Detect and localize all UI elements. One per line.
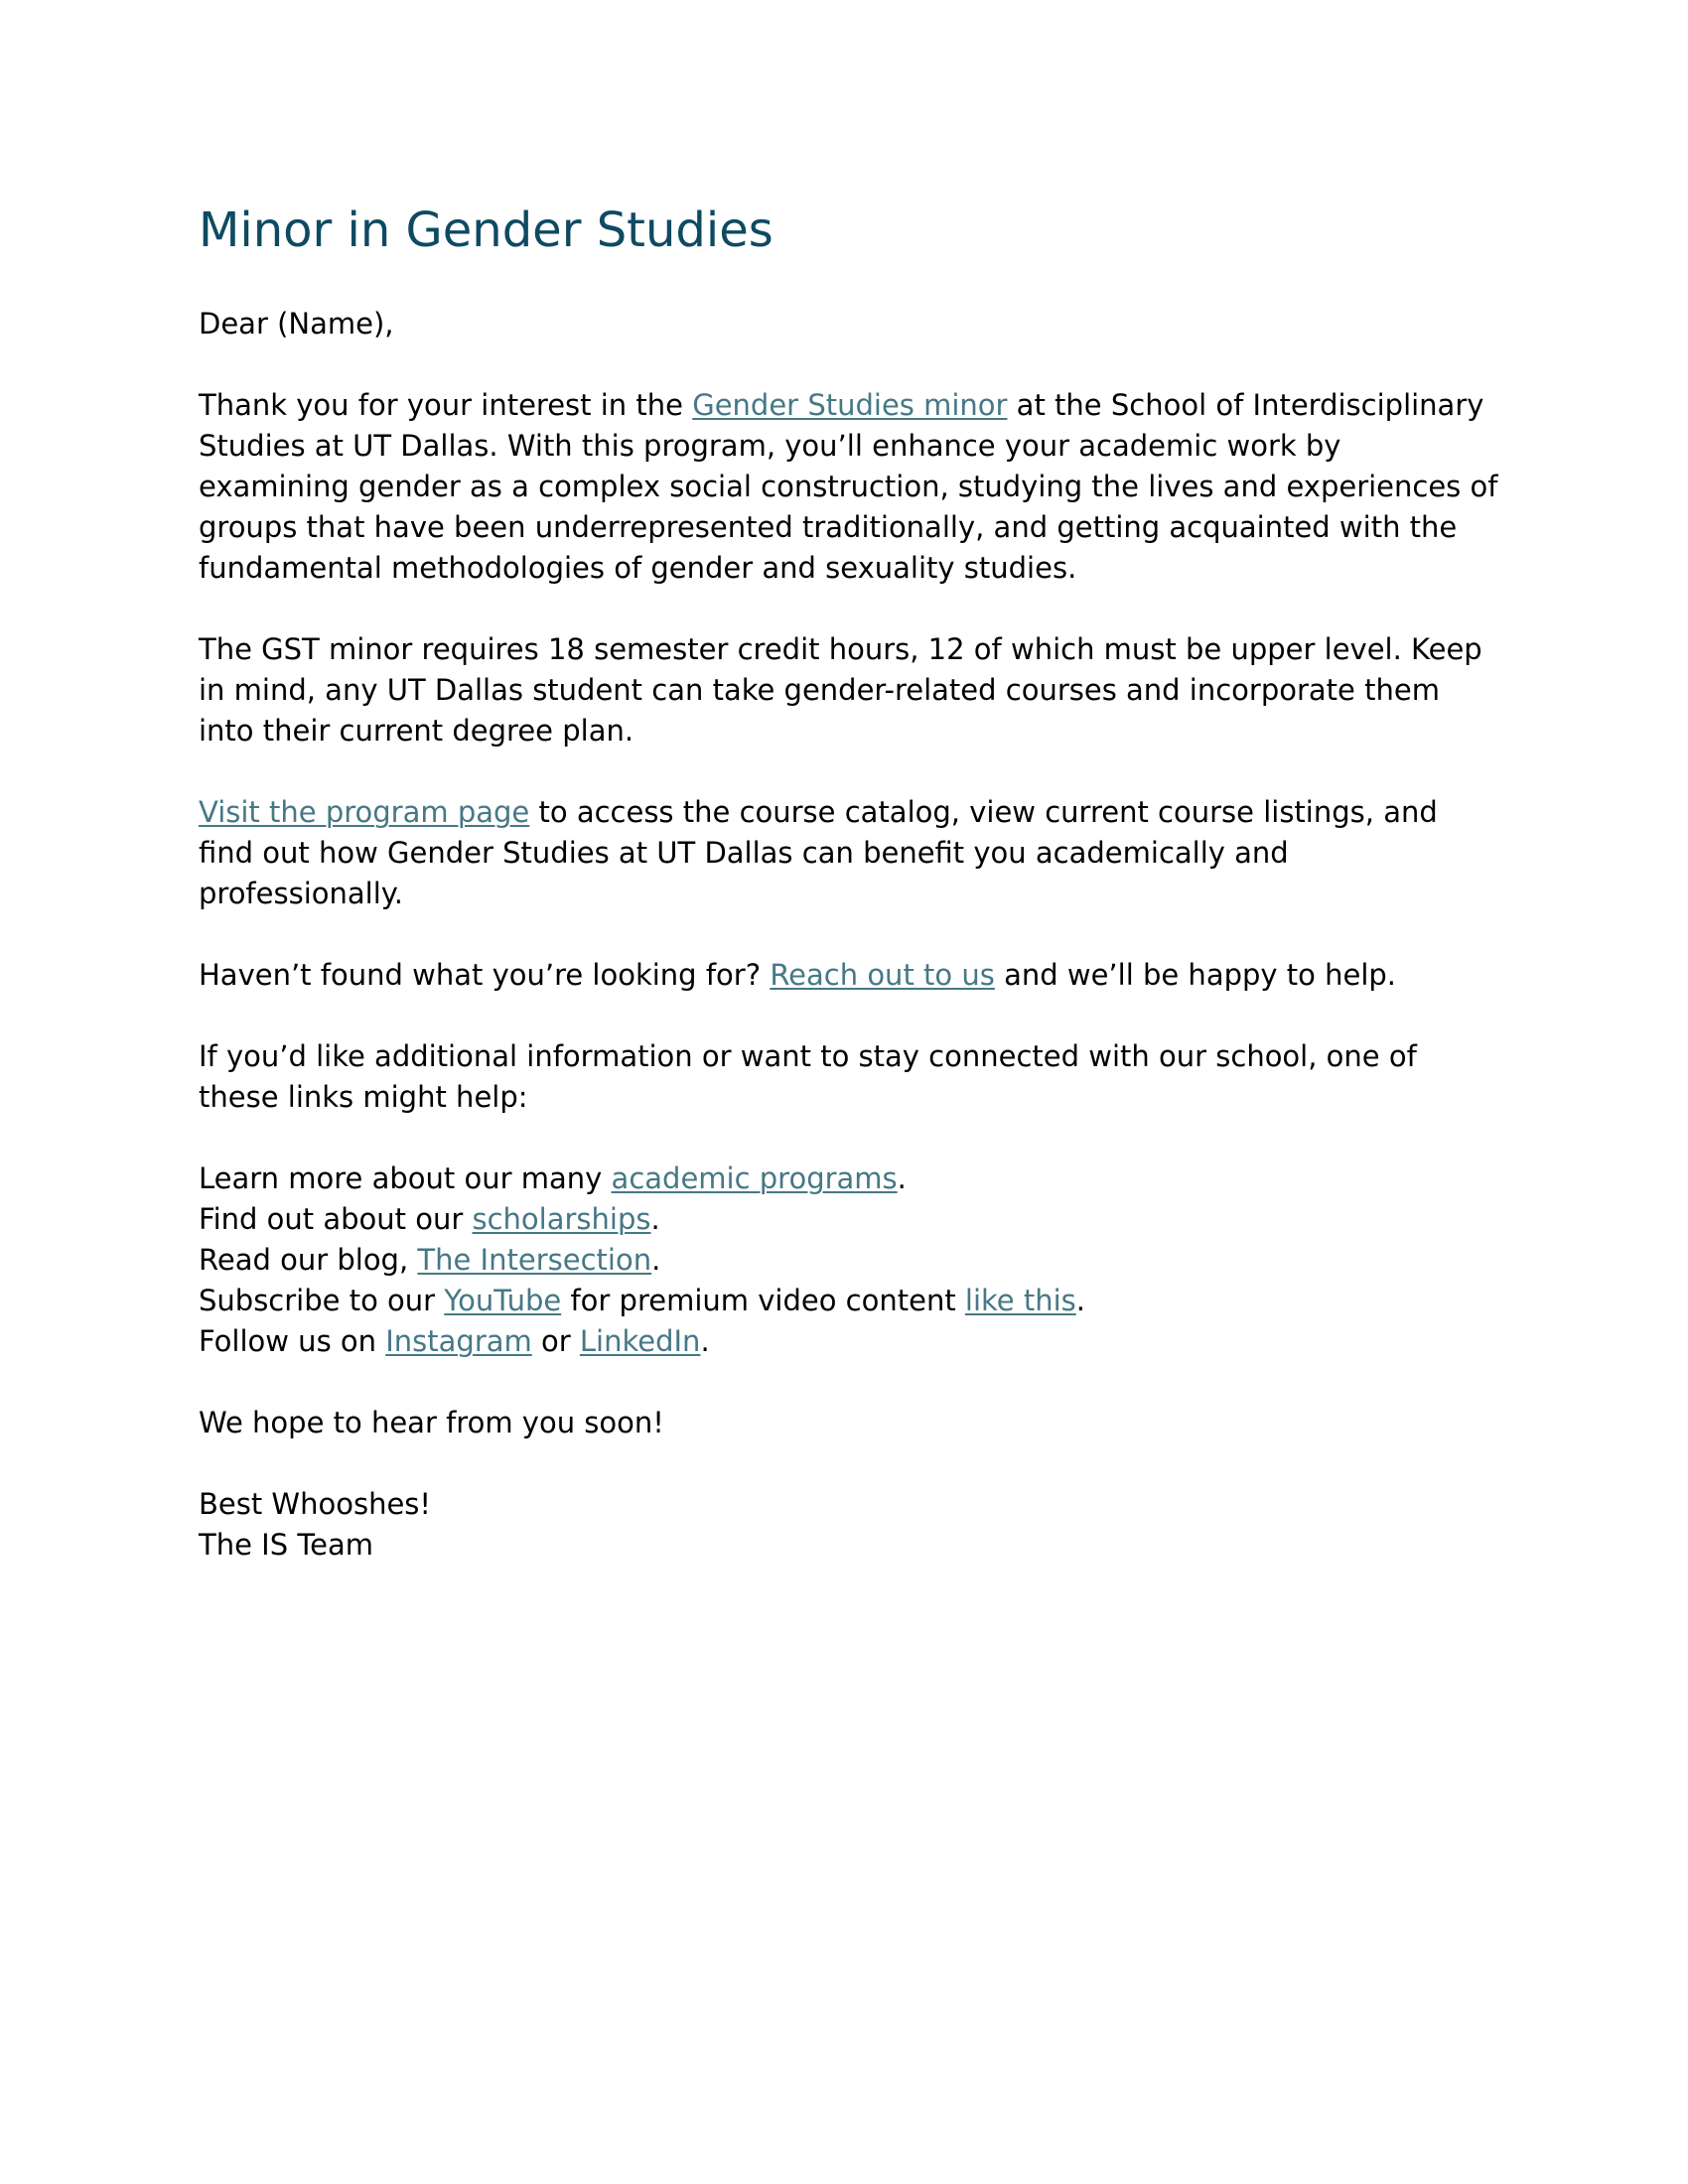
links-line-text: Find out about our — [199, 1202, 473, 1236]
requirements-paragraph: The GST minor requires 18 semester credit hours, 12 of which must be upper level. Keep in mind, any UT Dallas student can take gender-related courses and incorporate them into their current degree plan. — [199, 632, 1482, 748]
links-line-text: Read our blog, — [199, 1243, 418, 1277]
links-list — [199, 1159, 1499, 1362]
academic-programs-link[interactable]: academic programs — [611, 1161, 898, 1195]
closing-line: We hope to hear from you soon! — [199, 1406, 664, 1439]
instagram-link[interactable]: Instagram — [385, 1324, 532, 1358]
links-line-academic — [199, 1159, 1499, 1199]
contact-text-pre: Haven’t found what you’re looking for? — [199, 958, 771, 992]
like-this-link[interactable]: like this — [964, 1284, 1076, 1317]
signoff: Best Whooshes! — [199, 1487, 432, 1521]
contact-text-post: and we’ll be happy to help. — [994, 958, 1397, 992]
contact-paragraph — [199, 955, 1499, 996]
links-line-text: . — [700, 1324, 710, 1358]
links-line-text: . — [897, 1161, 907, 1195]
links-line-social — [199, 1321, 1499, 1362]
additional-info-paragraph: If you’d like additional information or want to stay connected with our school, one of these links might help: — [199, 1039, 1417, 1114]
youtube-link[interactable]: YouTube — [444, 1284, 562, 1317]
visit-program-page-link[interactable]: Visit the program page — [199, 795, 530, 829]
links-line-text: or — [531, 1324, 580, 1358]
linkedin-link[interactable]: LinkedIn — [579, 1324, 701, 1358]
scholarships-link[interactable]: scholarships — [472, 1202, 651, 1236]
links-line-text: . — [651, 1243, 661, 1277]
links-line-youtube — [199, 1281, 1499, 1321]
program-page-paragraph — [199, 792, 1499, 914]
greeting: Dear (Name), — [199, 307, 394, 341]
gender-studies-minor-link[interactable]: Gender Studies minor — [692, 388, 1008, 422]
links-line-text: for premium video content — [561, 1284, 965, 1317]
intro-paragraph — [199, 385, 1499, 589]
program-page-text: to access the course catalog, view current course listings, and find out how Gender Studies at UT Dallas can benefit you academically and professionally. — [199, 795, 1438, 910]
page-title: Minor in Gender Studies — [199, 203, 774, 258]
reach-out-link[interactable]: Reach out to us — [770, 958, 995, 992]
document-page — [199, 199, 1499, 1606]
links-line-text: . — [650, 1202, 660, 1236]
signature-block — [199, 1484, 1499, 1566]
links-line-text: Learn more about our many — [199, 1161, 612, 1195]
intro-text-pre: Thank you for your interest in the — [199, 388, 693, 422]
links-line-blog — [199, 1240, 1499, 1281]
links-line-text: . — [1075, 1284, 1085, 1317]
the-intersection-link[interactable]: The Intersection — [417, 1243, 652, 1277]
signature: The IS Team — [199, 1528, 373, 1562]
links-line-text: Follow us on — [199, 1324, 386, 1358]
links-line-text: Subscribe to our — [199, 1284, 445, 1317]
links-line-scholarships — [199, 1199, 1499, 1240]
intro-text-post: at the School of Interdisciplinary Studies at UT Dallas. With this program, you’ll enhance your academic work by examining gender as a complex social construction, studying the lives and experiences of groups that have been underrepresented traditionally, and getting acquainted with the fundamental methodologies of gender and sexuality studies. — [199, 388, 1498, 585]
